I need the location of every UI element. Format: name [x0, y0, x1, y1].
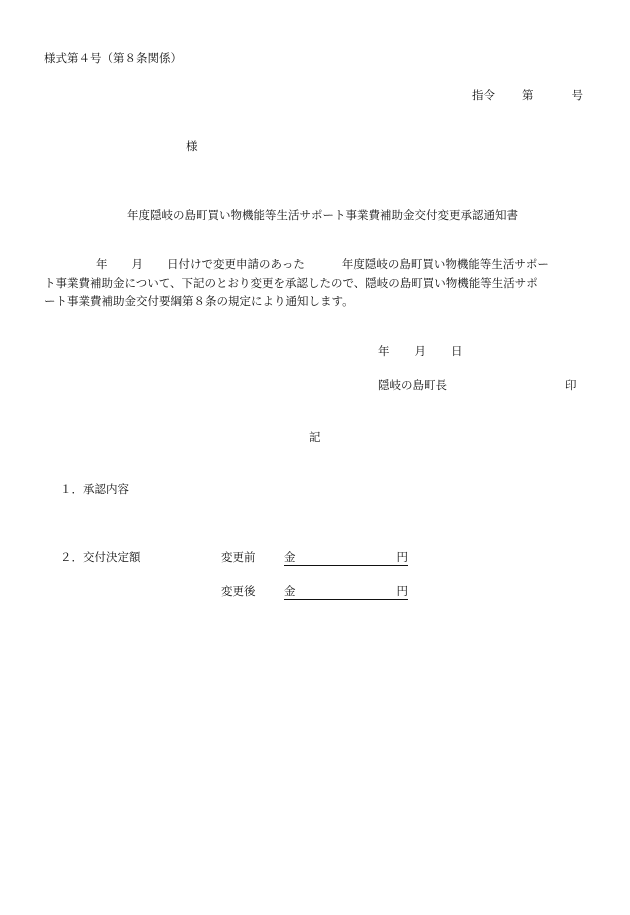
- amount-after-field: [284, 583, 408, 600]
- seal-mark: 印: [565, 378, 577, 392]
- ki-heading: 記: [309, 430, 321, 444]
- body-text-a: 日付けで変更申請のあった: [167, 257, 305, 271]
- form-label: 様式第４号（第８条関係）: [44, 51, 182, 65]
- date-month: 月: [414, 344, 426, 358]
- ref-go: 号: [571, 88, 583, 102]
- reference-number: [472, 87, 583, 103]
- item-1-label: 承認内容: [83, 482, 129, 496]
- item-1: [60, 481, 129, 497]
- item-1-num: １．: [60, 482, 83, 496]
- body-text-b: 年度隠岐の島町買い物機能等生活サポー: [341, 257, 549, 271]
- item-2-label: 交付決定額: [83, 550, 141, 564]
- date-year: 年: [378, 344, 390, 358]
- amount-before-label: 変更前: [221, 550, 256, 564]
- date-day: 日: [451, 344, 463, 358]
- item-2-num: ２．: [60, 550, 83, 564]
- body-line-1: [96, 256, 549, 272]
- amount-after-prefix: 金: [284, 584, 296, 598]
- amount-after-label: 変更後: [221, 584, 256, 598]
- ref-dai: 第: [522, 88, 534, 102]
- amount-before-suffix: 円: [396, 550, 408, 564]
- recipient-honorific: 様: [186, 139, 198, 153]
- issue-date: [378, 343, 463, 359]
- amount-before-field: [284, 549, 408, 566]
- body-line-2: ト事業費補助金について、下記のとおり変更を承認したので、隠岐の島町買い物機能等生活サポ: [44, 276, 538, 290]
- ref-prefix: 指令: [472, 88, 495, 102]
- body-line-3: ート事業費補助金交付要綱第８条の規定により通知します。: [44, 294, 354, 308]
- body-year: 年: [96, 257, 108, 271]
- amount-before-prefix: 金: [284, 550, 296, 564]
- document-title: 年度隠岐の島町買い物機能等生活サポート事業費補助金交付変更承認通知書: [127, 208, 518, 222]
- issuer-name: 隠岐の島町長: [378, 378, 447, 392]
- amount-after-suffix: 円: [396, 584, 408, 598]
- item-2: [60, 549, 141, 565]
- body-month: 月: [131, 257, 143, 271]
